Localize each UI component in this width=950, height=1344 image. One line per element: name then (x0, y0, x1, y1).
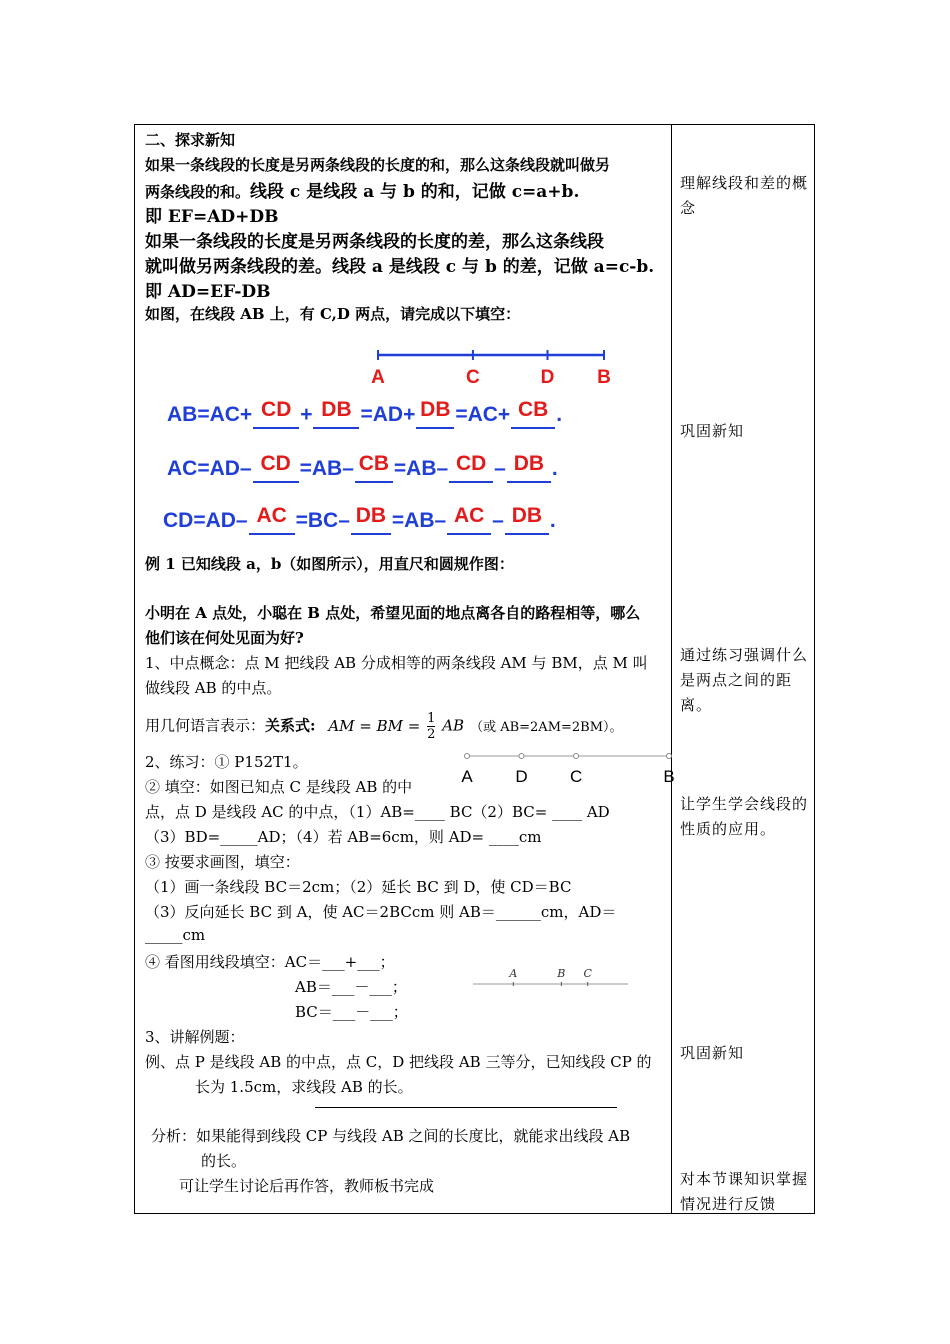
eq2-part: AC=AD– (167, 457, 252, 480)
eq3-blank (249, 504, 295, 535)
practice-t4-line1: ④ 看图用线段填空：AC＝___+___； (145, 953, 395, 971)
eq3-part: – (492, 509, 504, 532)
abdc-point-B (667, 754, 672, 759)
figure-intro: 如图，在线段 AB 上，有 C,D 两点，请完成以下填空： (145, 305, 521, 323)
eq2-blank (507, 452, 551, 483)
eq1-answer: CD (261, 398, 292, 421)
eq2-blank (449, 452, 493, 483)
eq3-blank (447, 504, 491, 535)
eq1-part: =AD+ (360, 403, 416, 426)
problem-line2: 他们该在何处见面为好? (145, 629, 304, 647)
abdc-point-A (465, 754, 470, 759)
eq1-blank (416, 398, 454, 429)
practice-t4-line2: AB＝___－___； (295, 978, 407, 996)
formula-note: （或 AB=2AM=2BM）。 (470, 719, 623, 735)
practice-t2-line1: ② 填空：如图已知点 C 是线段 AB 的中 (145, 778, 413, 796)
practice-t1: 2、练习：① P152T1。 (145, 753, 308, 771)
eq3-part: =AB– (391, 509, 447, 532)
practice-t4-line3: BC＝___－___； (295, 1003, 408, 1021)
eq3-answer: AC (454, 504, 485, 527)
eq2-answer: DB (513, 452, 545, 475)
lecture-example-line2: 长为 1.5cm，求线段 AB 的长。 (195, 1078, 413, 1096)
eq1-answer: DB (420, 398, 451, 421)
geo-prefix: 用几何语言表示： (145, 716, 266, 735)
eq1-part: =AC+ (455, 403, 511, 426)
lesson-table (134, 124, 815, 1214)
eq1-part: + (300, 403, 313, 426)
segment-figure-abdc (451, 745, 681, 785)
abc-label-C: C (583, 967, 592, 980)
eq2-answer: CD (260, 452, 291, 475)
eq3-answer: DB (355, 504, 387, 527)
eq3-blank (505, 504, 549, 535)
section-title: 二、探求新知 (145, 131, 236, 149)
formula-right: AB (442, 716, 465, 735)
equation-2 (167, 452, 558, 483)
abdc-label-A: A (461, 767, 473, 785)
fraction-numerator: 1 (427, 711, 436, 726)
eq3-part: CD=AD– (163, 509, 248, 532)
lecture-title: 3、讲解例题： (145, 1028, 245, 1046)
eq3-part: =BC– (295, 509, 350, 532)
abdc-label-C: C (569, 767, 583, 785)
diff-example: 即 AD=EF-DB (145, 282, 271, 302)
practice-t2-line3: （3）BD=_____AD；（4）若 AB=6cm，则 AD= ____cm (145, 828, 542, 846)
abdc-point-C (574, 754, 579, 759)
side-note-6: 对本节课知识掌握情况进行反馈 (680, 1170, 809, 1213)
answer-line (315, 1107, 617, 1108)
lecture-example-line1: 例、点 P 是线段 AB 的中点，点 C，D 把线段 AB 三等分，已知线段 CP 的 (145, 1053, 652, 1071)
practice-t3-line3: _____cm (145, 926, 206, 944)
segment-figure-abc (473, 965, 628, 995)
relation-label: 关系式: (265, 716, 316, 735)
eq2-part: =AB– (393, 457, 449, 480)
def-sum-line2-formula: 线段 c 是线段 a 与 b 的和，记做 c=a+b. (250, 182, 580, 202)
sum-example: 即 EF=AD+DB (145, 207, 279, 227)
abc-label-B: B (557, 967, 566, 980)
eq2-part: =AB– (299, 457, 354, 480)
def-sum-line2-text: 两条线段的和。 (145, 183, 251, 201)
eq2-part: . (551, 457, 558, 480)
practice-t3-line2: （3）反向延长 BC 到 A，使 AC＝2BCcm 则 AB＝______cm，AD＝ (145, 903, 617, 921)
abdc-point-D (519, 754, 524, 759)
equation-3 (163, 504, 556, 535)
eq1-answer: CB (518, 398, 549, 421)
abdc-label-B: B (663, 767, 675, 785)
fraction (427, 711, 435, 742)
eq2-blank (355, 452, 393, 483)
practice-t2-line2: 点，点 D 是线段 AC 的中点，（1）AB=____ BC（2）BC= ____ AD (145, 803, 610, 821)
eq1-answer: DB (321, 398, 352, 421)
side-note-5: 巩固新知 (680, 1044, 745, 1062)
segment-label-A: A (371, 367, 385, 387)
segment-label-C: C (466, 367, 480, 387)
side-note-3: 通过练习强调什么是两点之间的距离。 (680, 646, 809, 714)
eq3-answer: AC (256, 504, 287, 527)
side-note-1: 理解线段和差的概念 (680, 174, 809, 217)
equation-1 (167, 398, 563, 429)
eq3-answer: DB (511, 504, 543, 527)
midpoint-formula-row (145, 711, 623, 742)
eq2-answer: CB (358, 452, 390, 475)
eq3-part: . (549, 509, 556, 532)
teacher-note: 可让学生讨论后再作答，教师板书完成 (179, 1177, 435, 1195)
eq1-blank (253, 398, 299, 429)
segment-label-B: B (597, 367, 611, 387)
practice-t3-line1: （1）画一条线段 BC＝2cm；（2）延长 BC 到 D，使 CD＝BC (145, 878, 572, 896)
fraction-denominator: 2 (427, 727, 436, 742)
eq1-blank (313, 398, 359, 429)
problem-line1: 小明在 A 点处，小聪在 B 点处，希望见面的地点离各自的路程相等，哪么 (145, 604, 641, 622)
eq1-part: AB=AC+ (167, 403, 253, 426)
eq2-part: – (494, 457, 506, 480)
eq3-blank (351, 504, 391, 535)
analysis-line1: 分析：如果能得到线段 CP 与线段 AB 之间的长度比，就能求出线段 AB (151, 1127, 631, 1145)
midpoint-line1: 1、中点概念：点 M 把线段 AB 分成相等的两条线段 AM 与 BM，点 M 叫 (145, 654, 648, 672)
eq2-blank (253, 452, 299, 483)
eq2-answer: CD (456, 452, 487, 475)
analysis-line2: 的长。 (201, 1152, 247, 1170)
def-diff-line2: 就叫做另两条线段的差。线段 a 是线段 c 与 b 的差，记做 a=c-b. (145, 257, 655, 277)
practice-t3-title: ③ 按要求画图，填空： (145, 853, 300, 871)
def-diff-line1: 如果一条线段的长度是另两条线段的长度的差，那么这条线段 (145, 232, 604, 252)
side-note-4: 让学生学会线段的性质的应用。 (680, 795, 809, 838)
segment-figure (360, 347, 620, 387)
abc-label-A: A (509, 967, 518, 980)
def-sum-line2 (145, 177, 579, 202)
def-sum-line1: 如果一条线段的长度是另两条线段的长度的和，那么这条线段就叫做另 (145, 156, 611, 174)
midpoint-line2: 做线段 AB 的中点。 (145, 679, 282, 697)
abdc-label-D: D (515, 767, 528, 785)
formula-left: AM = BM = (328, 716, 421, 735)
eq1-blank (511, 398, 555, 429)
column-divider (671, 125, 672, 1213)
eq1-part: . (556, 403, 563, 426)
side-note-2: 巩固新知 (680, 422, 745, 440)
example-1: 例 1 已知线段 a，b（如图所示），用直尺和圆规作图： (145, 555, 514, 573)
segment-label-D: D (540, 367, 555, 387)
